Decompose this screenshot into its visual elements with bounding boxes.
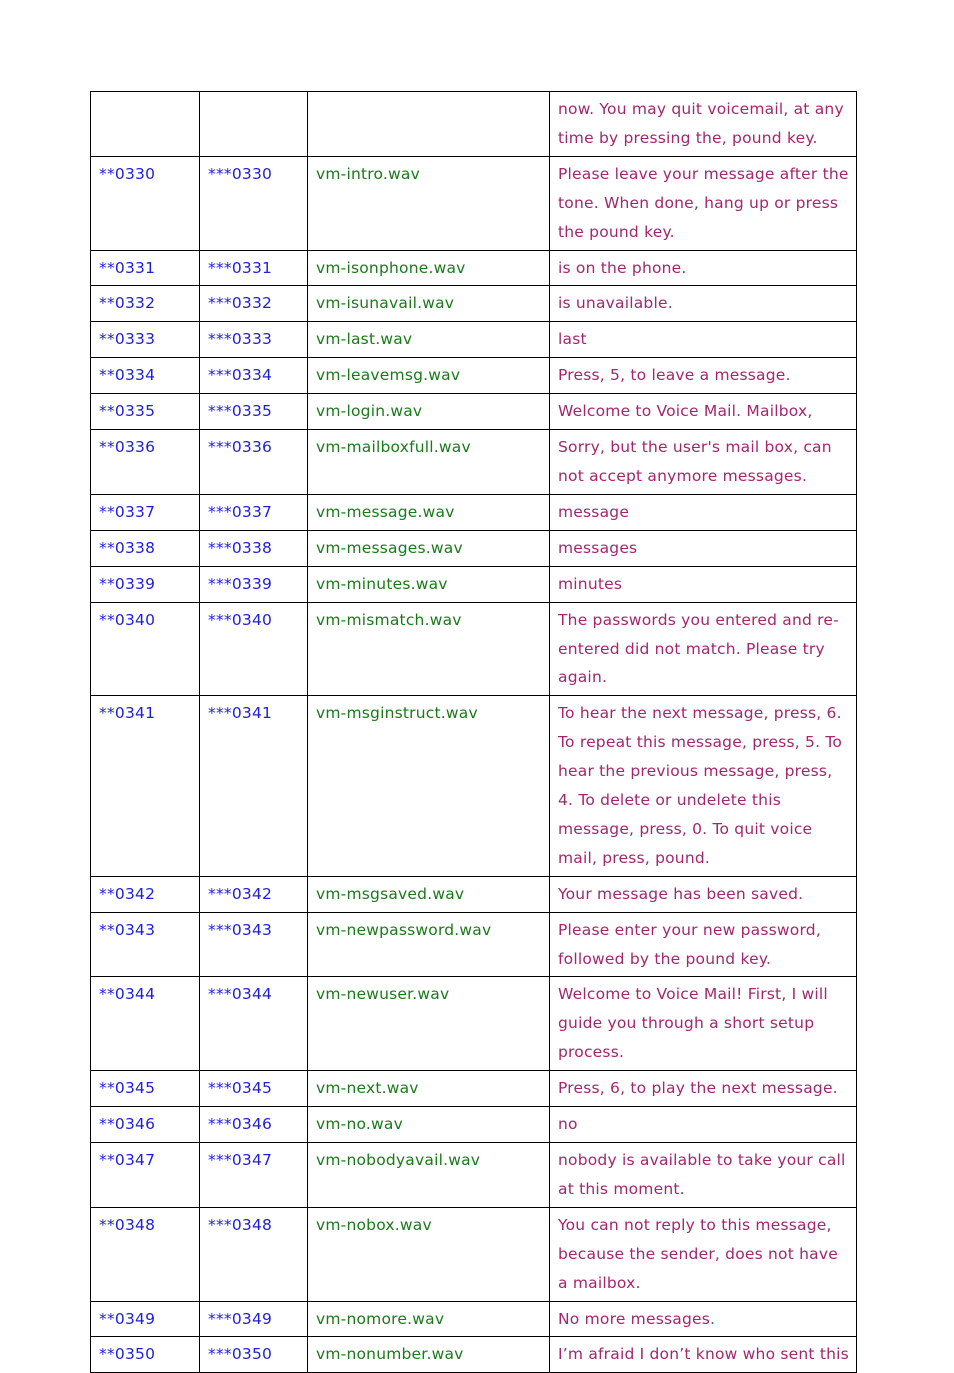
prompt-text-cell: You can not reply to this message, because the sender, does not have a mailbox.: [550, 1207, 857, 1301]
prompt-text-cell: no: [550, 1107, 857, 1143]
table-row: [91, 430, 857, 495]
prompt-text-cell: message: [550, 494, 857, 530]
long-code-cell: ***0349: [200, 1301, 308, 1337]
table-row: [91, 358, 857, 394]
filename-cell: vm-no.wav: [308, 1107, 550, 1143]
short-code-cell: **0348: [91, 1207, 200, 1301]
table-row: [91, 876, 857, 912]
table-row: [91, 494, 857, 530]
prompt-text-cell: The passwords you entered and re-entered did not match. Please try again.: [550, 602, 857, 696]
short-code-cell: **0339: [91, 566, 200, 602]
short-code-cell: **0333: [91, 322, 200, 358]
filename-cell: vm-login.wav: [308, 394, 550, 430]
table-row: [91, 1301, 857, 1337]
short-code-cell: **0343: [91, 912, 200, 977]
filename-cell: vm-newpassword.wav: [308, 912, 550, 977]
prompt-text-cell: Please enter your new password, followed by the pound key.: [550, 912, 857, 977]
filename-cell: vm-minutes.wav: [308, 566, 550, 602]
filename-cell: vm-last.wav: [308, 322, 550, 358]
prompt-text-cell: Your message has been saved.: [550, 876, 857, 912]
short-code-cell: **0344: [91, 977, 200, 1071]
table-row: [91, 566, 857, 602]
long-code-cell: ***0340: [200, 602, 308, 696]
long-code-cell: ***0331: [200, 250, 308, 286]
prompt-text-cell: Press, 6, to play the next message.: [550, 1071, 857, 1107]
short-code-cell: **0336: [91, 430, 200, 495]
filename-cell: vm-nonumber.wav: [308, 1337, 550, 1373]
filename-cell: [308, 92, 550, 157]
long-code-cell: ***0333: [200, 322, 308, 358]
short-code-cell: **0341: [91, 696, 200, 876]
table-row: [91, 286, 857, 322]
table-row: [91, 530, 857, 566]
short-code-cell: **0345: [91, 1071, 200, 1107]
table-row: [91, 696, 857, 876]
table-row: [91, 394, 857, 430]
short-code-cell: **0342: [91, 876, 200, 912]
prompt-text-cell: now. You may quit voicemail, at any time by pressing the, pound key.: [550, 92, 857, 157]
long-code-cell: ***0339: [200, 566, 308, 602]
filename-cell: vm-newuser.wav: [308, 977, 550, 1071]
table-row: [91, 1207, 857, 1301]
prompt-text-cell: is on the phone.: [550, 250, 857, 286]
short-code-cell: **0331: [91, 250, 200, 286]
filename-cell: vm-mailboxfull.wav: [308, 430, 550, 495]
filename-cell: vm-messages.wav: [308, 530, 550, 566]
short-code-cell: **0334: [91, 358, 200, 394]
long-code-cell: ***0330: [200, 156, 308, 250]
short-code-cell: **0349: [91, 1301, 200, 1337]
short-code-cell: **0346: [91, 1107, 200, 1143]
table-row: [91, 322, 857, 358]
sound-file-table: [90, 91, 857, 1373]
table-row: [91, 92, 857, 157]
prompt-text-cell: To hear the next message, press, 6. To repeat this message, press, 5. To hear the previous message, press, 4. To delete or undelete this message, press, 0. To quit voice mail, press, pound.: [550, 696, 857, 876]
prompt-text-cell: Sorry, but the user's mail box, can not accept anymore messages.: [550, 430, 857, 495]
long-code-cell: ***0332: [200, 286, 308, 322]
long-code-cell: ***0334: [200, 358, 308, 394]
short-code-cell: **0337: [91, 494, 200, 530]
long-code-cell: ***0341: [200, 696, 308, 876]
prompt-text-cell: is unavailable.: [550, 286, 857, 322]
long-code-cell: ***0343: [200, 912, 308, 977]
long-code-cell: ***0338: [200, 530, 308, 566]
prompt-text-cell: minutes: [550, 566, 857, 602]
filename-cell: vm-nobox.wav: [308, 1207, 550, 1301]
long-code-cell: ***0344: [200, 977, 308, 1071]
table-row: [91, 977, 857, 1071]
table-body: [91, 92, 857, 1373]
filename-cell: vm-msgsaved.wav: [308, 876, 550, 912]
long-code-cell: ***0336: [200, 430, 308, 495]
table-row: [91, 250, 857, 286]
filename-cell: vm-isunavail.wav: [308, 286, 550, 322]
prompt-text-cell: Please leave your message after the tone. When done, hang up or press the pound key.: [550, 156, 857, 250]
short-code-cell: **0338: [91, 530, 200, 566]
short-code-cell: **0330: [91, 156, 200, 250]
long-code-cell: ***0345: [200, 1071, 308, 1107]
prompt-text-cell: nobody is available to take your call at this moment.: [550, 1143, 857, 1208]
prompt-text-cell: No more messages.: [550, 1301, 857, 1337]
short-code-cell: **0335: [91, 394, 200, 430]
short-code-cell: **0350: [91, 1337, 200, 1373]
filename-cell: vm-nobodyavail.wav: [308, 1143, 550, 1208]
short-code-cell: **0332: [91, 286, 200, 322]
filename-cell: vm-mismatch.wav: [308, 602, 550, 696]
prompt-text-cell: last: [550, 322, 857, 358]
table-row: [91, 1337, 857, 1373]
filename-cell: vm-isonphone.wav: [308, 250, 550, 286]
long-code-cell: ***0337: [200, 494, 308, 530]
prompt-text-cell: I’m afraid I don’t know who sent this: [550, 1337, 857, 1373]
long-code-cell: ***0346: [200, 1107, 308, 1143]
filename-cell: vm-intro.wav: [308, 156, 550, 250]
short-code-cell: **0340: [91, 602, 200, 696]
table-row: [91, 1071, 857, 1107]
short-code-cell: [91, 92, 200, 157]
table-row: [91, 602, 857, 696]
long-code-cell: ***0335: [200, 394, 308, 430]
prompt-text-cell: messages: [550, 530, 857, 566]
long-code-cell: ***0350: [200, 1337, 308, 1373]
filename-cell: vm-msginstruct.wav: [308, 696, 550, 876]
long-code-cell: ***0347: [200, 1143, 308, 1208]
prompt-text-cell: Welcome to Voice Mail! First, I will guide you through a short setup process.: [550, 977, 857, 1071]
filename-cell: vm-nomore.wav: [308, 1301, 550, 1337]
table-row: [91, 1107, 857, 1143]
short-code-cell: **0347: [91, 1143, 200, 1208]
table-row: [91, 156, 857, 250]
filename-cell: vm-leavemsg.wav: [308, 358, 550, 394]
long-code-cell: ***0348: [200, 1207, 308, 1301]
table-row: [91, 912, 857, 977]
long-code-cell: ***0342: [200, 876, 308, 912]
filename-cell: vm-next.wav: [308, 1071, 550, 1107]
prompt-text-cell: Welcome to Voice Mail. Mailbox,: [550, 394, 857, 430]
prompt-text-cell: Press, 5, to leave a message.: [550, 358, 857, 394]
long-code-cell: [200, 92, 308, 157]
table-row: [91, 1143, 857, 1208]
filename-cell: vm-message.wav: [308, 494, 550, 530]
